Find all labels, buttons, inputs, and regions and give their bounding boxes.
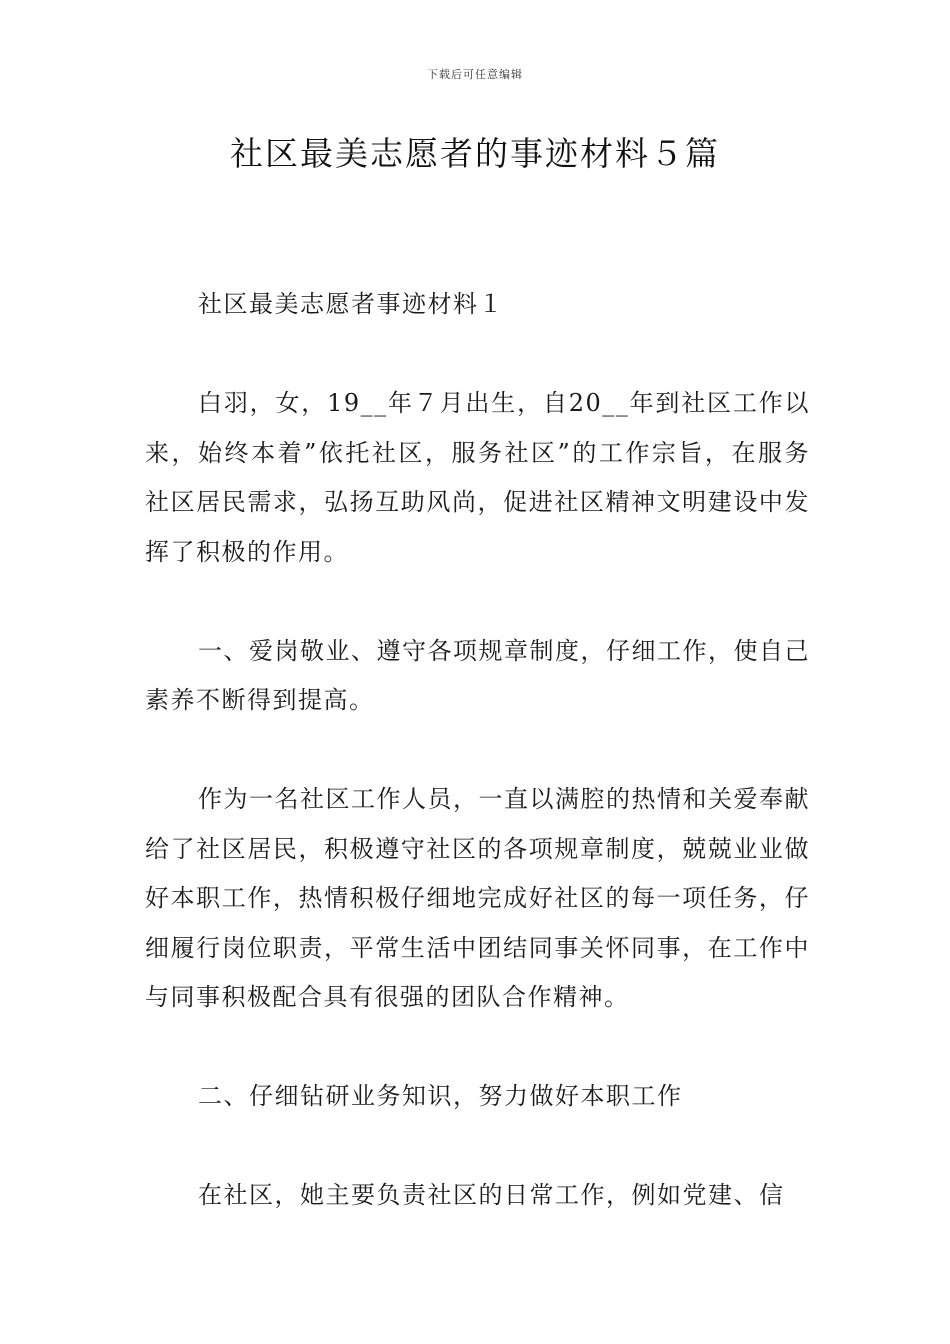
document-title: 社区最美志愿者的事迹材料５篇 <box>230 134 720 173</box>
section-heading: 二、仔细钻研业务知识，努力做好本职工作 <box>198 1082 683 1110</box>
section-heading: 社区最美志愿者事迹材料１ <box>198 290 504 318</box>
document-body <box>145 280 810 1270</box>
header-note: 下载后可任意编辑 <box>427 68 523 81</box>
body-paragraph: 在社区，她主要负责社区的日常工作，例如党建、信 <box>198 1181 785 1209</box>
body-paragraph: 作为一名社区工作人员，一直以满腔的热情和关爱奉献给了社区居民，积极遵守社区的各项规章制度，兢兢业业做好本职工作，热情积极仔细地完成好社区的每一项任务，仔细履行岗位职责，平常生活中团结同事关怀同事，在工作中与同事积极配合具有很强的团队合作精神。 <box>145 785 810 1011</box>
body-paragraph: 白羽，女，19__年７月出生，自20__年到社区工作以来，始终本着”依托社区，服务社区”的工作宗旨，在服务社区居民需求，弘扬互助风尚，促进社区精神文明建设中发挥了积极的作用。 <box>145 389 810 566</box>
body-paragraph: 一、爱岗敬业、遵守各项规章制度，仔细工作，使自己素养不断得到提高。 <box>145 636 810 714</box>
